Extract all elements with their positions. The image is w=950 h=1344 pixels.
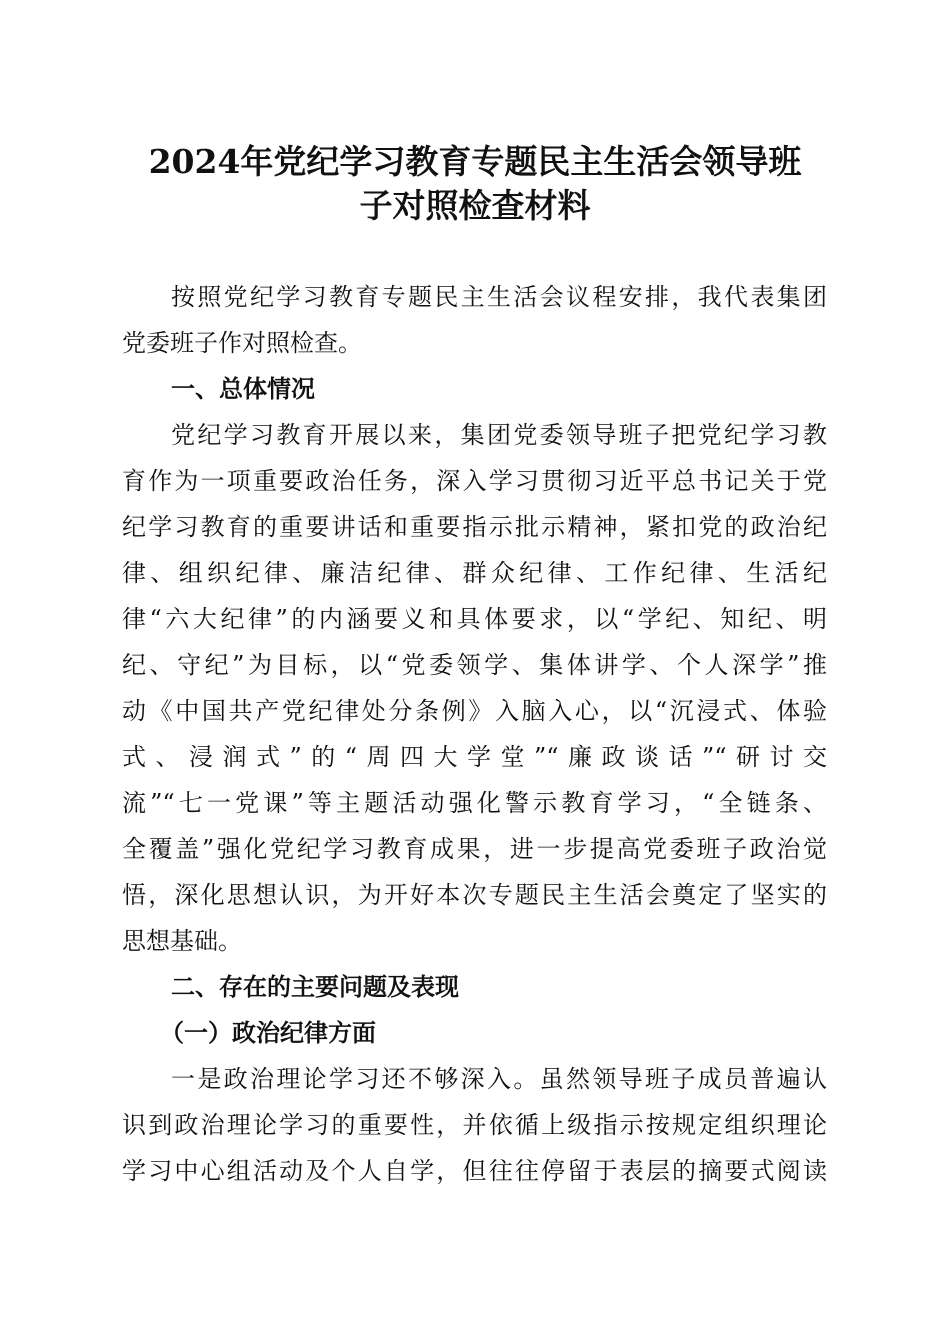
body-line: 识到政治理论学习的重要性，并依循上级指示按规定组织理论 bbox=[122, 1111, 827, 1139]
body-line: 育作为一项重要政治任务，深入学习贯彻习近平总书记关于党 bbox=[122, 467, 827, 495]
body-line: 纪、守纪”为目标，以“党委领学、集体讲学、个人深学”推 bbox=[122, 651, 827, 679]
body-line: 律、组织纪律、廉洁纪律、群众纪律、工作纪律、生活纪 bbox=[122, 559, 827, 587]
body-line: 一是政治理论学习还不够深入。虽然领导班子成员普遍认 bbox=[171, 1065, 827, 1093]
section-heading-problems: 二、存在的主要问题及表现 bbox=[171, 973, 459, 1001]
intro-line: 党委班子作对照检查。 bbox=[122, 329, 362, 357]
body-line: 学习中心组活动及个人自学，但往往停留于表层的摘要式阅读 bbox=[122, 1157, 827, 1185]
intro-line: 按照党纪学习教育专题民主生活会议程安排，我代表集团 bbox=[171, 283, 827, 311]
body-line: 流”“七一党课”等主题活动强化警示教育学习，“全链条、 bbox=[122, 789, 827, 817]
document-title-line-1: 2024年党纪学习教育专题民主生活会领导班 bbox=[148, 142, 802, 181]
body-line: 悟，深化思想认识，为开好本次专题民主生活会奠定了坚实的 bbox=[122, 881, 827, 909]
document-title-line-2: 子对照检查材料 bbox=[359, 186, 591, 225]
body-line: 纪学习教育的重要讲话和重要指示批示精神，紧扣党的政治纪 bbox=[122, 513, 827, 541]
body-line: 律“六大纪律”的内涵要义和具体要求，以“学纪、知纪、明 bbox=[122, 605, 827, 633]
body-line: 式、浸润式”的“周四大学堂”“廉政谈话”“研讨交 bbox=[122, 743, 827, 771]
body-line: 全覆盖”强化党纪学习教育成果，进一步提高党委班子政治觉 bbox=[122, 835, 827, 863]
body-line: 动《中国共产党纪律处分条例》入脑入心，以“沉浸式、体验 bbox=[122, 697, 827, 725]
body-line: 党纪学习教育开展以来，集团党委领导班子把党纪学习教 bbox=[171, 421, 827, 449]
section-heading-overview: 一、总体情况 bbox=[171, 375, 315, 403]
subsection-heading-political-discipline: （一）政治纪律方面 bbox=[160, 1018, 376, 1047]
body-line: 思想基础。 bbox=[122, 927, 242, 955]
